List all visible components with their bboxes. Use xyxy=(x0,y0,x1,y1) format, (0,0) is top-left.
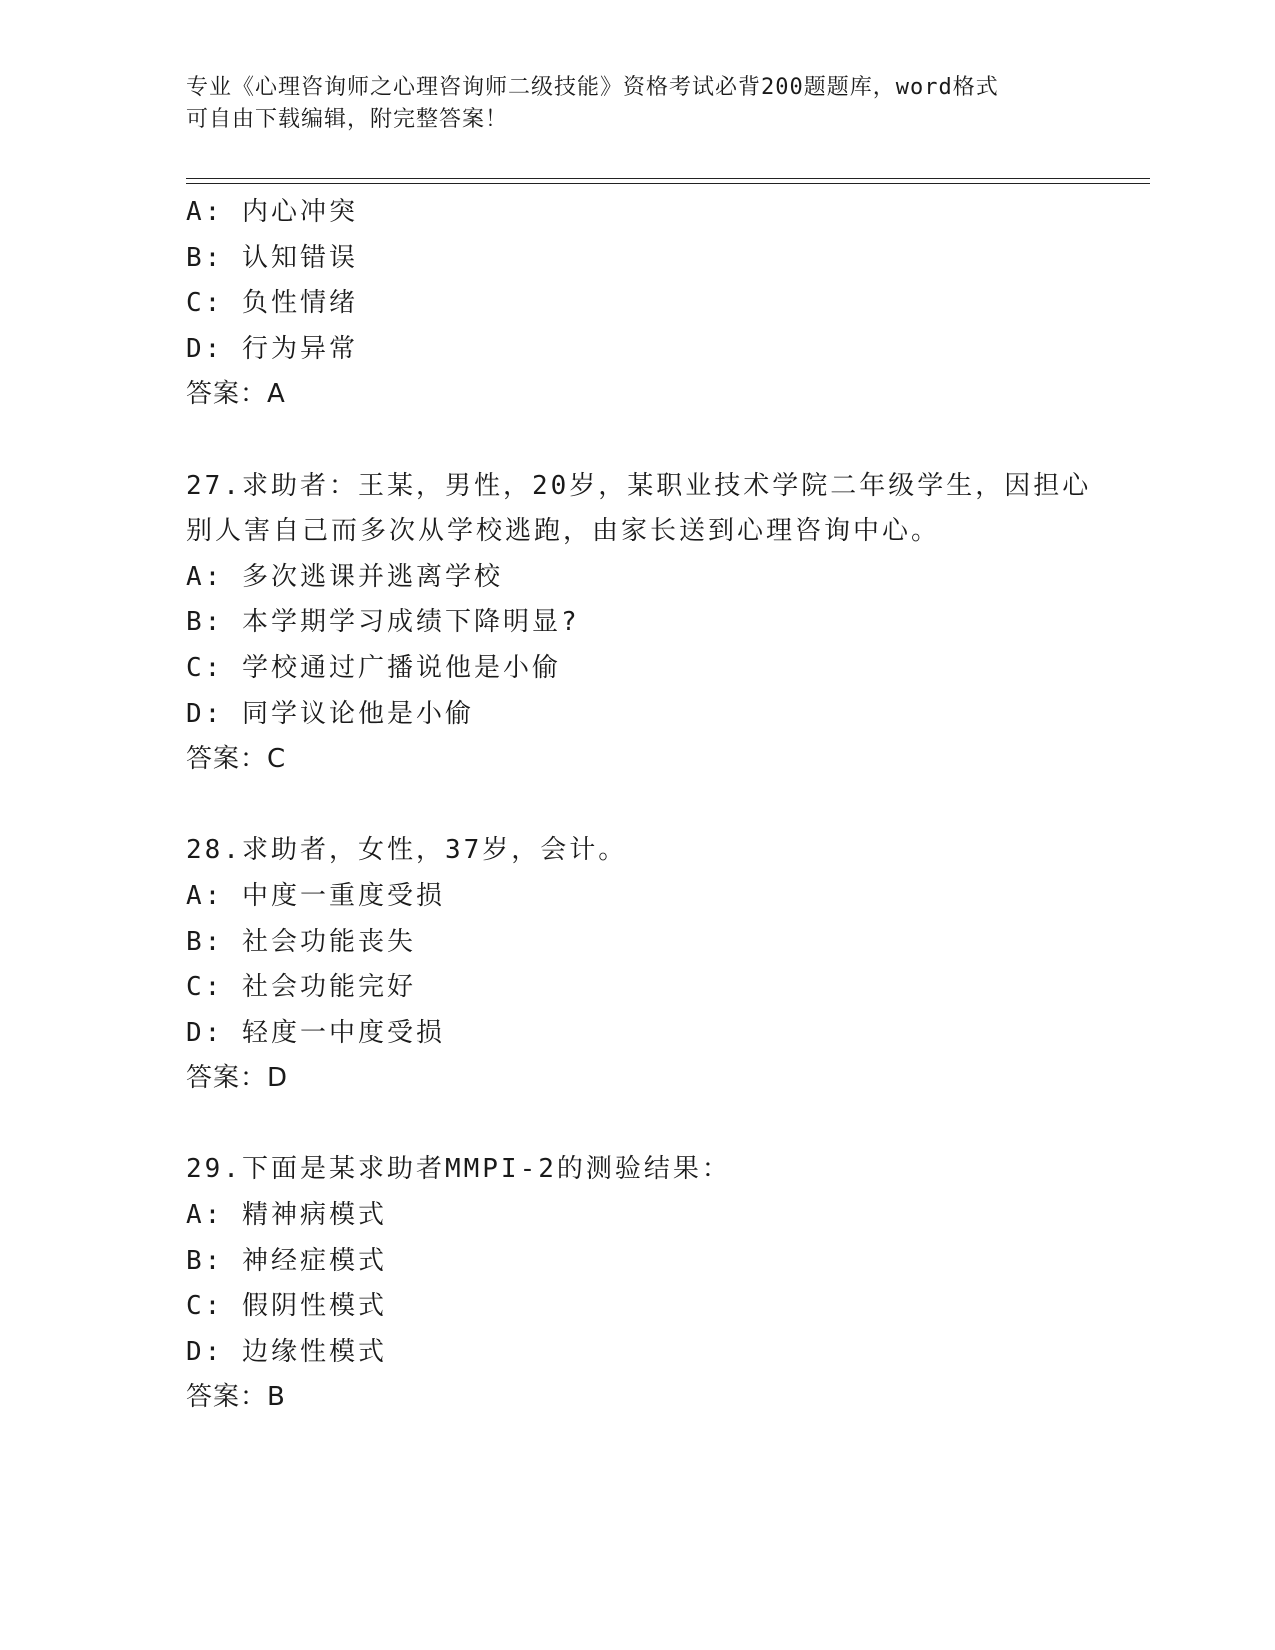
q27-stem-line-1: 27.求助者：王某，男性，20岁，某职业技术学院二年级学生，因担心 xyxy=(186,470,1092,501)
question-gap xyxy=(186,418,1150,464)
q28-option-b: B: 社会功能丧失 xyxy=(186,926,416,957)
q26-option-a: A: 内心冲突 xyxy=(186,197,358,227)
question-gap xyxy=(186,783,1150,829)
q27-answer: 答案：C xyxy=(186,744,287,775)
header-line-1: 专业《心理咨询师之心理咨询师二级技能》资格考试必背200题题库，word格式 xyxy=(186,75,999,100)
q26-option-b: B: 认知错误 xyxy=(186,242,358,273)
header-divider-bottom xyxy=(186,183,1150,184)
header-line-2: 可自由下载编辑，附完整答案！ xyxy=(186,107,509,132)
q26-option-d: D: 行为异常 xyxy=(186,333,358,364)
q27-option-b: B: 本学期学习成绩下降明显? xyxy=(186,607,580,638)
q26-option-c: C: 负性情绪 xyxy=(186,288,358,319)
q29-option-a: A: 精神病模式 xyxy=(186,1200,387,1231)
q28-answer: 答案：D xyxy=(186,1063,289,1094)
q27-stem-line-2: 别人害自己而多次从学校逃跑，由家长送到心理咨询中心。 xyxy=(186,516,941,547)
question-gap xyxy=(186,1102,1150,1148)
q29-option-c: C: 假阴性模式 xyxy=(186,1291,387,1322)
q28-option-d: D: 轻度一中度受损 xyxy=(186,1017,445,1048)
question-list xyxy=(186,190,1150,1421)
q29-stem-line-1: 29.下面是某求助者MMPI-2的测验结果： xyxy=(186,1154,731,1185)
q28-option-a: A: 中度一重度受损 xyxy=(186,880,445,911)
q27-option-c: C: 学校通过广播说他是小偷 xyxy=(186,652,561,683)
q26-answer: 答案：A xyxy=(186,379,286,410)
q28-option-c: C: 社会功能完好 xyxy=(186,972,416,1003)
q29-answer: 答案：B xyxy=(186,1382,286,1413)
q29-option-d: D: 边缘性模式 xyxy=(186,1336,387,1367)
q27-option-d: D: 同学议论他是小偷 xyxy=(186,698,474,729)
header-divider-top xyxy=(186,178,1150,179)
document-header xyxy=(186,72,1086,136)
q27-option-a: A: 多次逃课并逃离学校 xyxy=(186,561,503,592)
q28-stem-line-1: 28.求助者，女性，37岁，会计。 xyxy=(186,835,628,866)
q29-option-b: B: 神经症模式 xyxy=(186,1245,387,1276)
